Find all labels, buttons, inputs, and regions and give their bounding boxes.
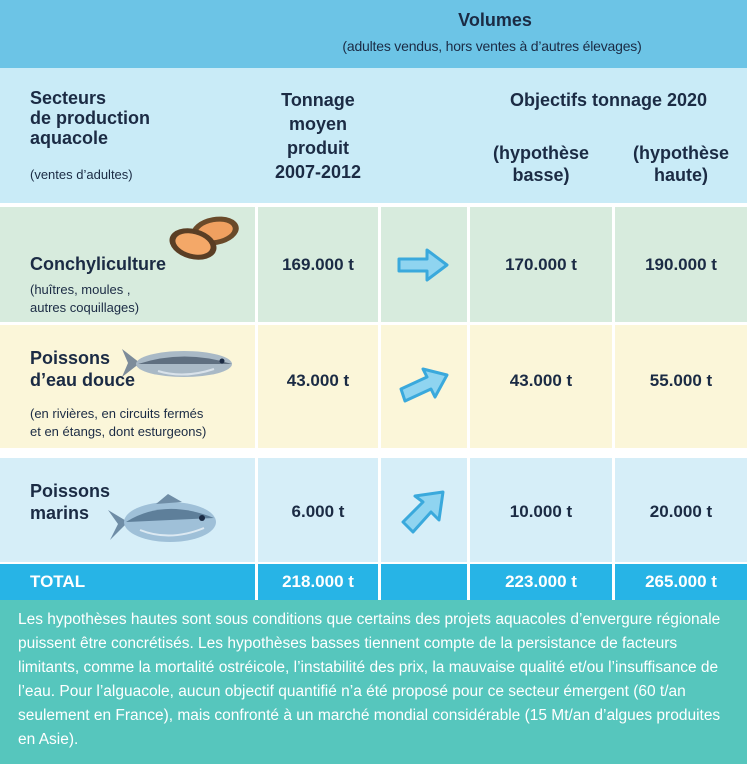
total-label: TOTAL: [30, 572, 86, 591]
sector-name: Poissons marins: [30, 481, 111, 523]
high-hypothesis-cell: 20.000 t: [615, 458, 747, 562]
volumes-title: Volumes: [458, 10, 532, 30]
table-row: [0, 325, 747, 448]
sea-fish-icon: [104, 492, 222, 550]
objectives-column-header: Objectifs tonnage 2020: [509, 90, 708, 110]
sector-description: (huîtres, moules , autres coquillages): [30, 282, 140, 315]
high-hypothesis-header: (hypothèse haute): [632, 143, 729, 185]
low-hypothesis-cell: 10.000 t: [470, 458, 612, 562]
freshwater-fish-icon: [118, 343, 240, 387]
mussel-icon: [165, 211, 245, 267]
high-hypothesis-cell: 55.000 t: [615, 325, 747, 448]
column-divider: [378, 564, 381, 600]
tonnage-cell: 169.000 t: [258, 207, 378, 322]
total-low-cell: 223.000 t: [470, 564, 612, 600]
sector-column-subheader: (ventes d’adultes): [30, 167, 133, 182]
arrow-right-icon: [393, 245, 453, 285]
tonnage-cell: 43.000 t: [258, 325, 378, 448]
sector-cell: [0, 325, 255, 448]
sector-name: Conchyliculture: [30, 254, 167, 274]
total-row: [0, 564, 747, 600]
arrow-up-right-icon: [393, 363, 453, 407]
tonnage-column-header: Tonnage moyen produit 2007-2012: [274, 90, 362, 182]
column-header-band: [0, 68, 747, 203]
total-tonnage-cell: 218.000 t: [258, 564, 378, 600]
sector-cell: [0, 207, 255, 322]
volumes-subtitle: (adultes vendus, hors ventes à d’autres élevages): [342, 38, 642, 54]
low-hypothesis-cell: 43.000 t: [470, 325, 612, 448]
footnote-text: Les hypothèses hautes sont sous conditions que certains des projets aquacoles d’envergure régionale puissent être concrétisés. Les hypothèses basses tiennent compte de la persistance de facteurs limitants, comme la mortalité ostréicole, l’instabilité des prix, la mauvaise qualité et/ou l’insuffisance de l’eau. Pour l’alguacole, aucun objectif quantifié n’a été proposé pour ce secteur émergent (60 t/an seulement en France), mais confronté à un marché mondial considérable (15 Mt/an d’algues produites en Asie).: [18, 611, 721, 748]
sector-column-header: Secteurs de production aquacole: [30, 88, 150, 148]
high-hypothesis-cell: 190.000 t: [615, 207, 747, 322]
sector-name: Poissons d’eau douce: [30, 348, 136, 390]
footnote-box: [0, 600, 747, 764]
table-row: [0, 207, 747, 322]
volumes-header-band: [0, 0, 747, 68]
tonnage-cell: 6.000 t: [258, 458, 378, 562]
table-row: [0, 458, 747, 562]
trend-cell: [381, 458, 467, 562]
total-high-cell: 265.000 t: [615, 564, 747, 600]
low-hypothesis-cell: 170.000 t: [470, 207, 612, 322]
arrow-up-right-icon: [393, 486, 453, 538]
trend-cell: [381, 207, 467, 322]
trend-cell: [381, 325, 467, 448]
low-hypothesis-header: (hypothèse basse): [492, 143, 589, 185]
sector-description: (en rivières, en circuits fermés et en étangs, dont esturgeons): [30, 406, 207, 439]
sector-cell: [0, 458, 255, 562]
